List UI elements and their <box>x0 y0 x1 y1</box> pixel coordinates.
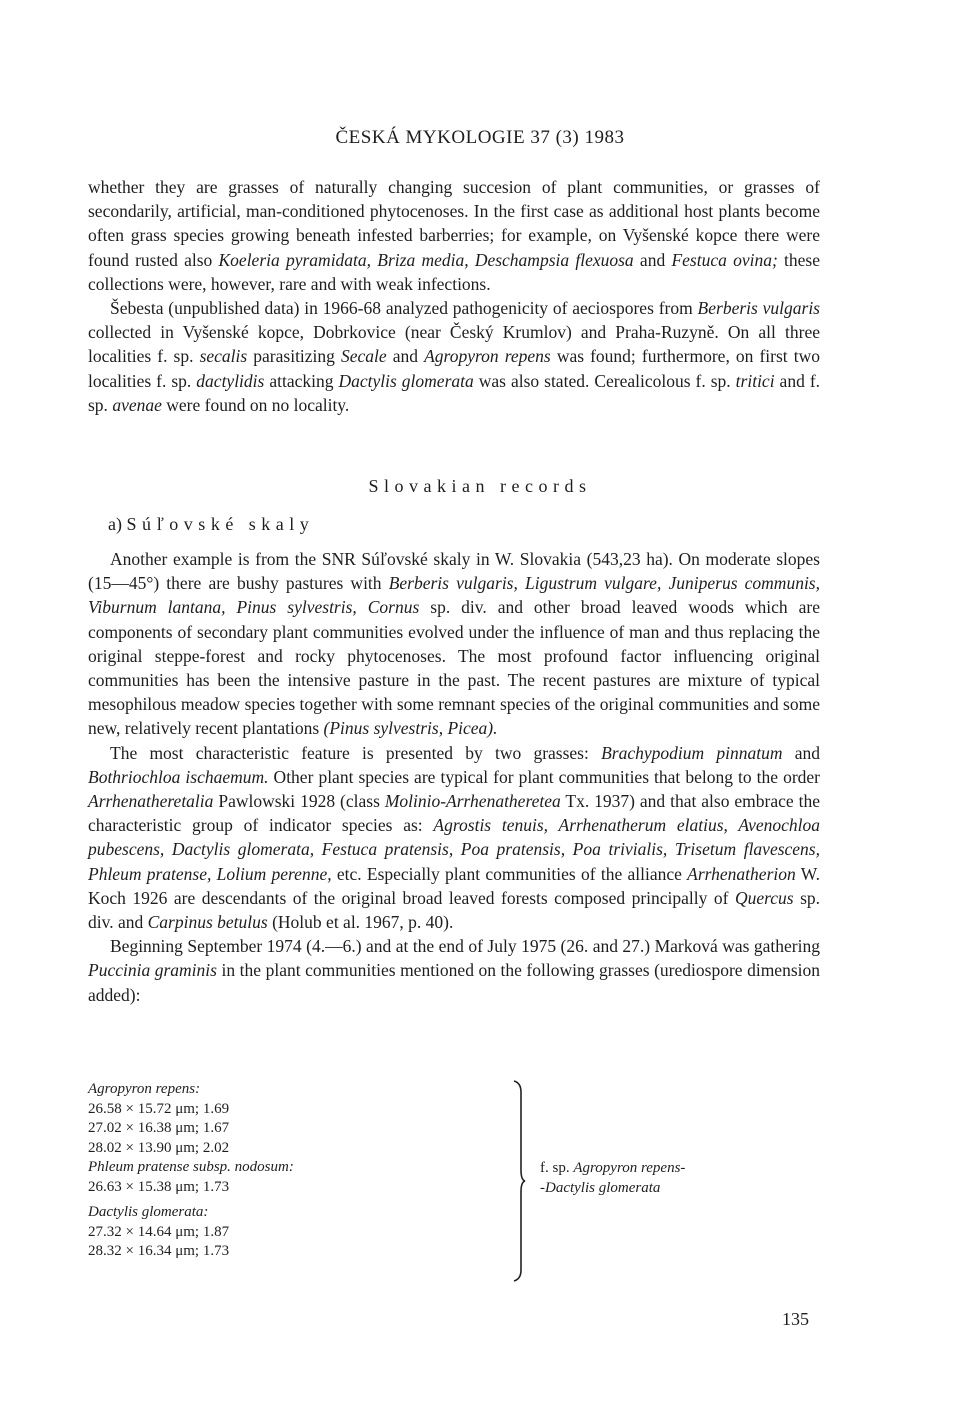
italic-run: avenae <box>112 394 162 415</box>
italic-run: Quercus <box>734 887 794 908</box>
text-run: collected in Vyšenské kopce, Dobrkovice (near Český Krumlov) and Praha-Ruzyně. On all three localities f. sp. <box>88 322 820 367</box>
subsection-title: Súľovské skaly <box>126 514 315 534</box>
subsection-heading <box>108 514 314 535</box>
paragraph-characteristic <box>88 741 820 935</box>
italic-run: Agrostis tenuis, Arrhenatherum elatius, Avenochloa pubescens, Dactylis glomerata, Festuca pratensis, Poa pratensis, Poa trivialis, Trisetum flavescens, Phleum pratense, Lolium perenne, <box>88 815 820 884</box>
italic-run: Carpinus betulus <box>147 912 268 933</box>
record-row: 26.63 × 15.38 μm; 1.73 <box>88 1178 230 1195</box>
text-run: attacking <box>264 370 339 391</box>
body-text-main <box>88 547 820 1007</box>
record-label: Agropyron repens: <box>88 1081 201 1097</box>
paragraph-sebesta <box>88 296 820 417</box>
record-group <box>88 1158 294 1197</box>
record-group <box>88 1080 294 1158</box>
record-row: 28.02 × 13.90 μm; 2.02 <box>88 1139 230 1156</box>
paragraph-beginning <box>88 934 820 1007</box>
result-line-1: Agropyron repens- <box>573 1160 686 1176</box>
section-title: Slovakian records <box>368 476 592 496</box>
text-run: sp. div. and <box>88 887 821 933</box>
brace-result <box>540 1158 685 1198</box>
italic-run: Berberis vulgaris, Ligustrum vulgare, Juniperus communis, Viburnum lantana, Pinus sylvestris, Cornus <box>88 573 820 618</box>
italic-run: Secale <box>341 346 387 367</box>
italic-run: Berberis vulgaris <box>697 298 820 319</box>
record-group <box>88 1203 294 1262</box>
record-row: 28.32 × 16.34 μm; 1.73 <box>88 1243 230 1259</box>
paragraph-another-example <box>88 547 820 741</box>
text-run: in the plant communities mentioned on the following grasses (urediospore dimension added): <box>88 960 821 1005</box>
text-run: Beginning September 1974 (4.—6.) and at the end of July 1975 (26. and 27.) Marková was gathering <box>110 936 820 957</box>
right-brace <box>512 1080 526 1282</box>
text-run: and <box>633 249 672 270</box>
record-label: Dactylis glomerata: <box>88 1204 209 1220</box>
record-row: 27.32 × 14.64 μm; 1.87 <box>88 1223 230 1240</box>
result-prefix: f. sp. <box>540 1160 574 1176</box>
text-run: was also stated. Cerealicolous f. sp. <box>473 370 736 391</box>
body-text-top <box>88 175 820 417</box>
text-run: Šebesta (unpublished data) in 1966-68 analyzed pathogenicity of aeciospores from <box>110 298 698 319</box>
record-row: 26.58 × 15.72 μm; 1.69 <box>88 1100 230 1117</box>
italic-run: Festuca ovina; <box>671 249 778 270</box>
italic-run: Puccinia graminis <box>88 960 217 981</box>
subsection-label: a) <box>108 514 122 534</box>
italic-run: Bothriochloa ischaemum. <box>88 766 269 787</box>
record-label: Phleum pratense subsp. nodosum: <box>88 1159 294 1175</box>
text-run: and <box>386 346 425 367</box>
text-run: whether they are grasses of naturally changing succesion of plant communities, or grasses of secondarily, artificial, man-conditioned phytocenoses. In the first case as additional host plants become often grass species growing beneath infested barberries; for example, on Vyšenské kopce there were found rusted also <box>88 177 820 270</box>
italic-run: Arrhenatherion <box>687 863 796 884</box>
paragraph-intro <box>88 175 820 296</box>
text-run: sp. div. and other broad leaved woods which are components of secondary plant communities evolved under the influence of man and thus replacing the original steppe-forest and rocky phytocenoses. The most profound factor influencing original communities has been the intensive pasture in the past. The recent pastures are mixture of typical mesophilous meadow species together with some remnant species of the original communities and some new, relatively recent plantations <box>88 597 820 739</box>
text-run: these collections were, however, rare and with weak infections. <box>88 249 820 294</box>
journal-header: ČESKÁ MYKOLOGIE 37 (3) 1983 <box>335 127 625 148</box>
italic-run: Dactylis glomerata <box>338 370 474 391</box>
italic-run: (Pinus sylvestris, Picea). <box>323 718 498 739</box>
text-run: was found; furthermore, on first two localities f. sp. <box>88 346 820 391</box>
text-run: Other plant species are typical for plant communities that belong to the order <box>268 766 820 787</box>
text-run: Pawlowski 1928 (class <box>213 791 385 812</box>
text-run: (Holub et al. 1967, p. 40). <box>267 912 454 933</box>
italic-run: tritici <box>735 370 775 391</box>
text-run: and f. sp. <box>88 370 821 415</box>
page-number: 135 <box>782 1309 809 1329</box>
record-row: 27.02 × 16.38 μm; 1.67 <box>88 1120 230 1136</box>
text-run: were found on no locality. <box>161 394 350 415</box>
italic-run: secalis <box>199 346 248 367</box>
text-run: parasitizing <box>247 346 341 367</box>
urediospore-records <box>88 1080 294 1262</box>
italic-run: Arrhenatheretalia <box>88 791 214 812</box>
text-run: etc. Especially plant communities of the alliance <box>331 863 688 884</box>
result-line-2: -Dactylis glomerata <box>540 1180 661 1196</box>
text-run: Tx. 1937) and that also embrace the characteristic group of indicator species as: <box>88 791 820 836</box>
italic-run: Koeleria pyramidata, Briza media, Deschampsia flexuosa <box>218 249 634 270</box>
text-run: The most characteristic feature is presented by two grasses: <box>110 742 602 763</box>
text-run: Another example is from the SNR Súľovské skaly in W. Slovakia (543,23 ha). On moderate slopes (15—45°) there are bushy pastures with <box>88 549 820 594</box>
italic-run: Brachypodium pinnatum <box>601 742 783 763</box>
italic-run: dactylidis <box>196 370 265 391</box>
text-run: and <box>782 742 820 763</box>
text-run: W. Koch 1926 are descendants of the original broad leaved forests composed principally of <box>88 863 820 908</box>
italic-run: Agropyron repens <box>424 346 551 367</box>
italic-run: Molinio-Arrhenatheretea <box>384 791 561 812</box>
